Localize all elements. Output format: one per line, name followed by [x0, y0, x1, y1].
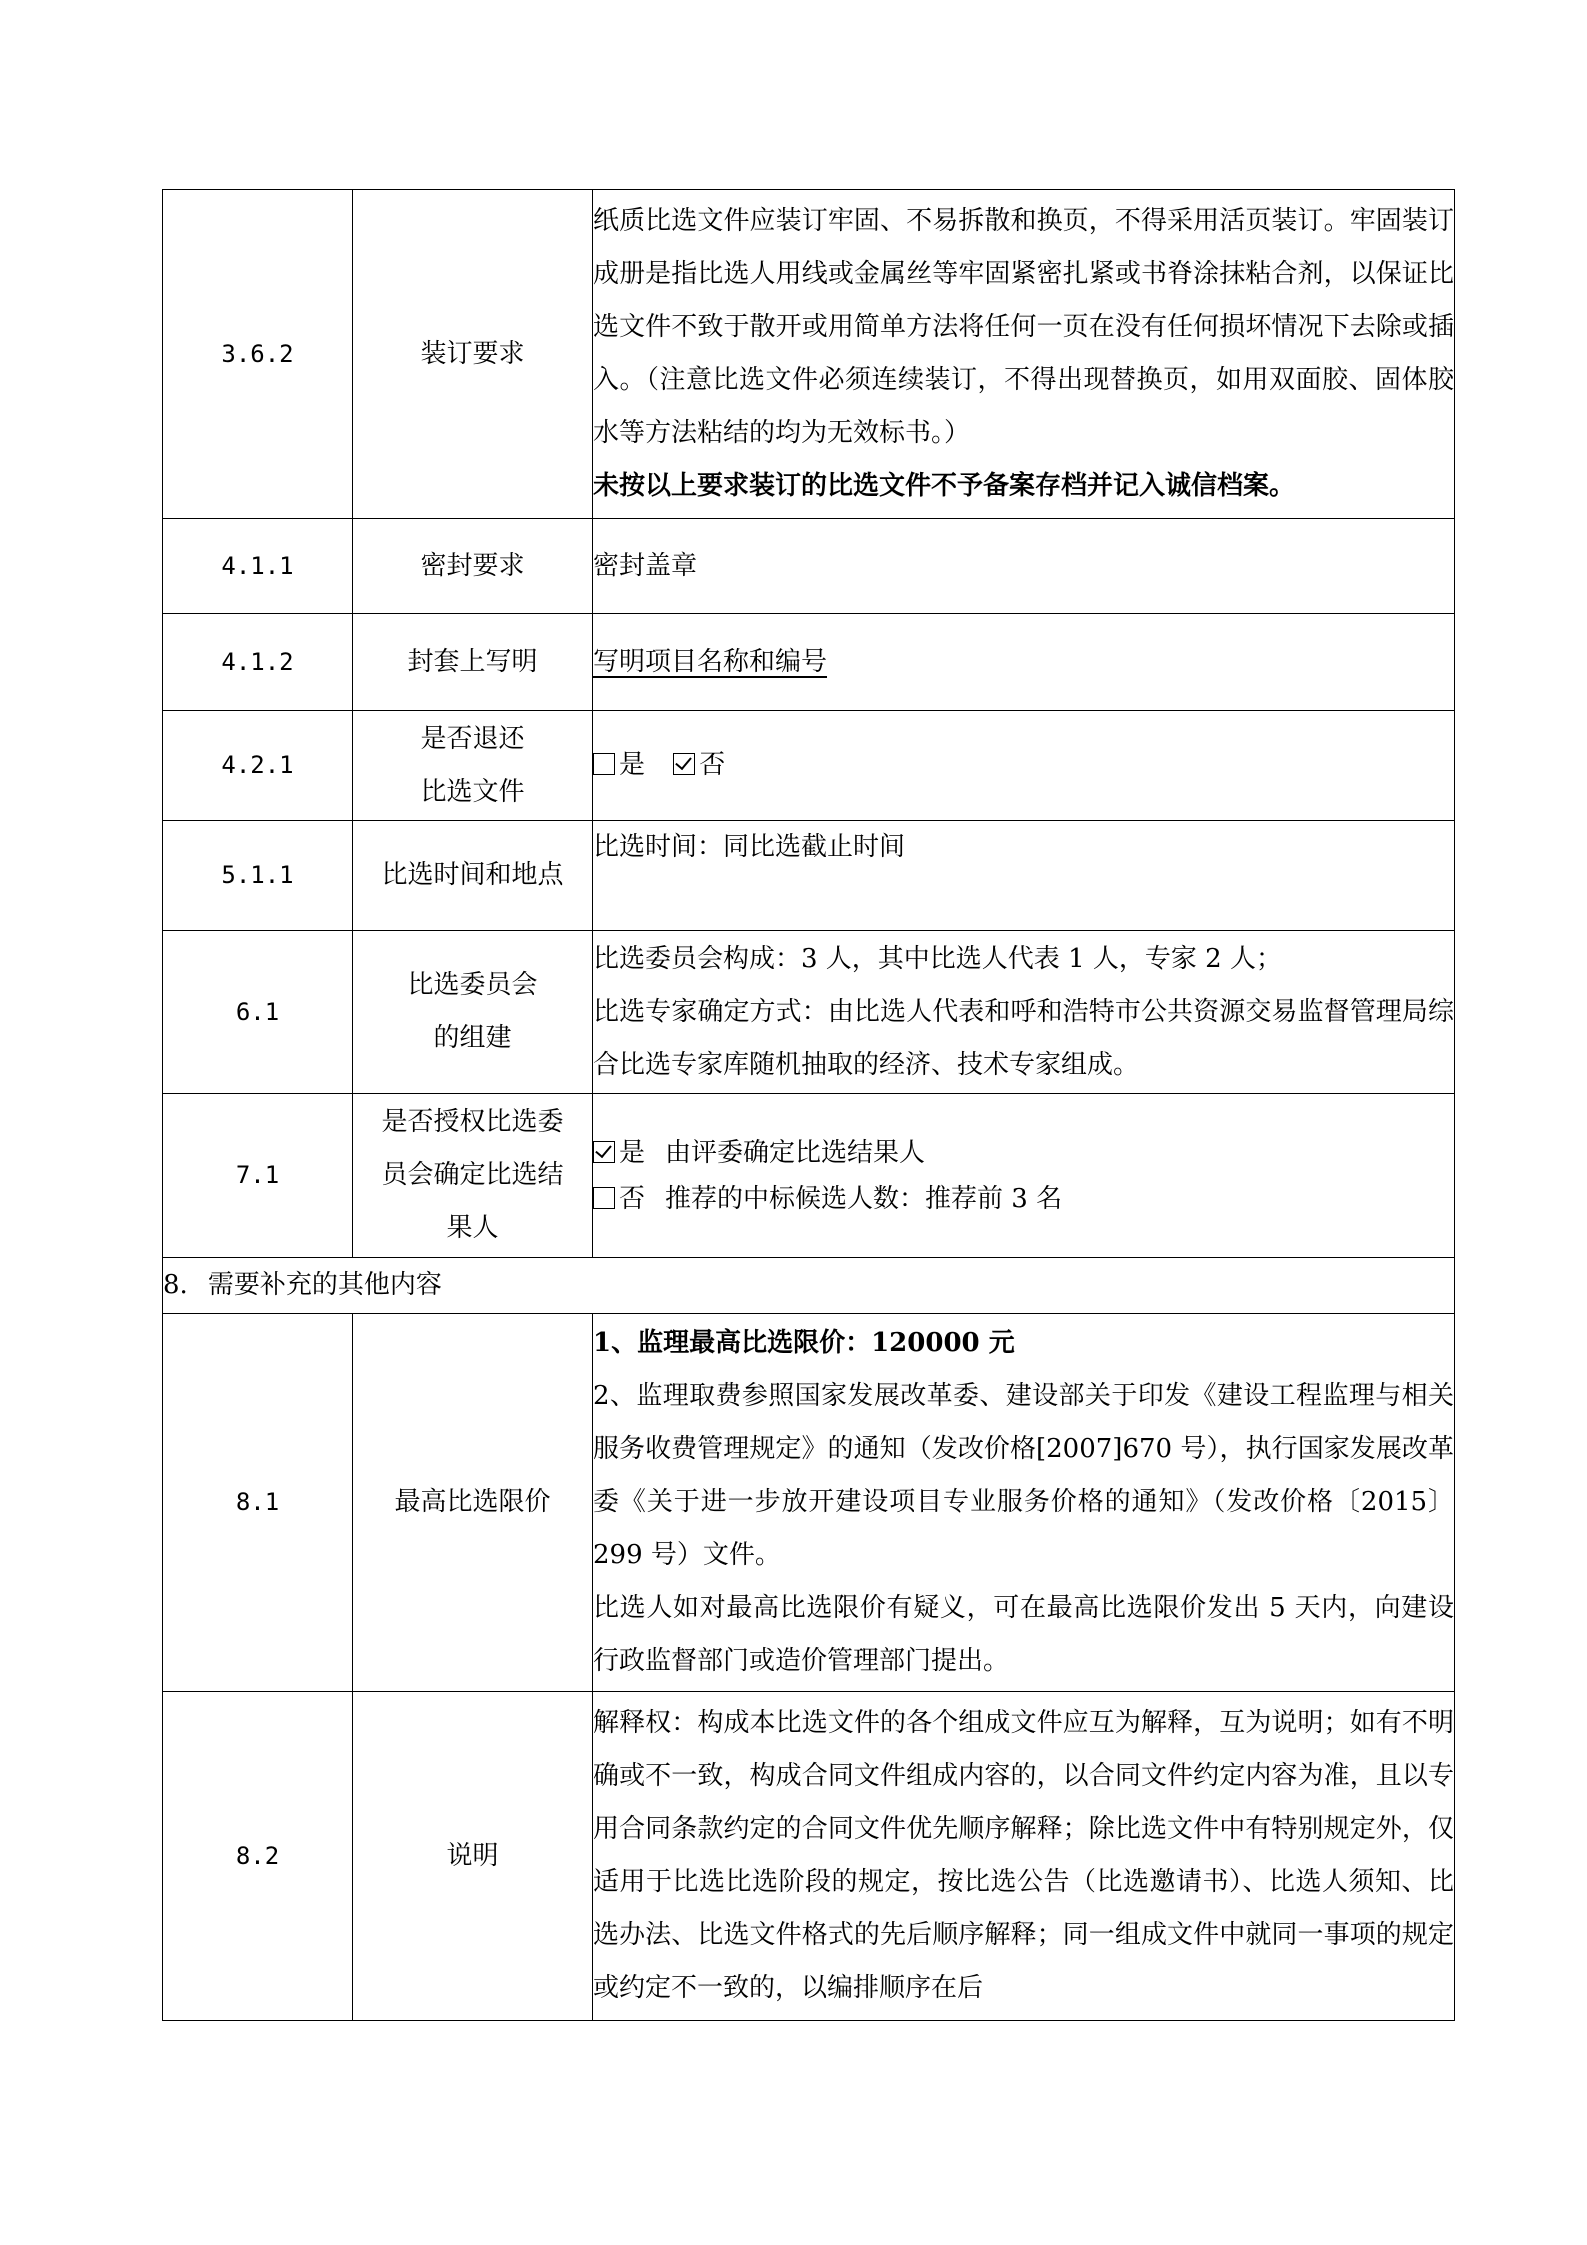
clause-label: 说明 — [353, 1692, 593, 2021]
clause-content: 解释权：构成本比选文件的各个组成文件应互为解释，互为说明；如有不明确或不一致，构成合同文件组成内容的，以合同文件约定内容为准，且以专用合同条款约定的合同文件优先顺序解释；除比选文件中有特别规定外，仅适用于比选比选阶段的规定，按比选公告（比选邀请书）、比选人须知、比选办法、比选文件格式的先后顺序解释；同一组成文件中就同一事项的规定或约定不一致的，以编排顺序在后 — [593, 1692, 1455, 2021]
clause-content — [593, 1314, 1455, 1692]
clause-number: 8.1 — [163, 1314, 353, 1692]
fee-basis: 2、监理取费参照国家发展改革委、建设部关于印发《建设工程监理与相关服务收费管理规定》的通知（发改价格[2007]670 号），执行国家发展改革委《关于进一步放开建设项目专业服务价格的通知》（发改价格〔2015〕299 号）文件。 — [593, 1381, 1454, 1570]
clause-number: 4.1.2 — [163, 614, 353, 711]
option-no-label: 否 — [699, 750, 726, 780]
option-no-text: 推荐的中标候选人数：推荐前 3 名 — [665, 1183, 1063, 1214]
clause-number: 7.1 — [163, 1094, 353, 1258]
table-row — [163, 190, 1455, 519]
clause-label: 比选时间和地点 — [353, 821, 593, 931]
clause-label: 是否授权比选委 员会确定比选结 果人 — [353, 1094, 593, 1258]
clause-content — [593, 711, 1455, 821]
clause-content — [593, 614, 1455, 711]
section-header — [163, 1258, 1455, 1314]
price-objection: 比选人如对最高比选限价有疑义，可在最高比选限价发出 5 天内，向建设行政监督部门或造价管理部门提出。 — [593, 1593, 1454, 1676]
binding-text: 纸质比选文件应装订牢固、不易拆散和换页，不得采用活页装订。牢固装订成册是指比选人用线或金属丝等牢固紧密扎紧或书脊涂抹粘合剂，以保证比选文件不致于散开或用简单方法将任何一页在没有任何损坏情况下去除或插入。（注意比选文件必须连续装订，不得出现替换页，如用双面胶、固体胶水等方法粘结的均为无效标书。） — [593, 206, 1454, 448]
clause-content — [593, 190, 1455, 519]
clause-content: 密封盖章 — [593, 519, 1455, 614]
clause-number: 3.6.2 — [163, 190, 353, 519]
table-row — [163, 519, 1455, 614]
max-price-line: 1、监理最高比选限价：120000 元 — [593, 1328, 1015, 1358]
section-title: 需要补充的其他内容 — [207, 1270, 442, 1300]
clause-content — [593, 931, 1455, 1094]
table-row — [163, 1094, 1455, 1258]
expert-selection: 比选专家确定方式：由比选人代表和呼和浩特市公共资源交易监督管理局综合比选专家库随机抽取的经济、技术专家组成。 — [593, 996, 1454, 1080]
checkbox-no[interactable] — [593, 1187, 615, 1209]
table-row — [163, 1314, 1455, 1692]
clause-number: 8.2 — [163, 1692, 353, 2021]
table-row — [163, 821, 1455, 931]
clause-number: 4.2.1 — [163, 711, 353, 821]
checkbox-no-checked[interactable] — [673, 753, 695, 775]
clause-number: 4.1.1 — [163, 519, 353, 614]
clause-label: 密封要求 — [353, 519, 593, 614]
binding-warning: 未按以上要求装订的比选文件不予备案存档并记入诚信档案。 — [593, 471, 1296, 501]
clause-content: 是 由评委确定比选结果人 否 推荐的中标候选人数：推荐前 3 名 — [593, 1094, 1455, 1258]
checkbox-yes[interactable] — [593, 753, 615, 775]
clause-number: 5.1.1 — [163, 821, 353, 931]
table-row — [163, 1692, 1455, 2021]
option-yes-text: 由评委确定比选结果人 — [665, 1137, 926, 1168]
section-number: 8. — [163, 1270, 188, 1300]
checkbox-yes-checked[interactable] — [593, 1141, 615, 1163]
clause-number: 6.1 — [163, 931, 353, 1094]
clause-label: 最高比选限价 — [353, 1314, 593, 1692]
clause-label: 是否退还 比选文件 — [353, 711, 593, 821]
table-row — [163, 614, 1455, 711]
option-yes-label: 是 — [619, 750, 646, 780]
section-row — [163, 1258, 1455, 1314]
table-row — [163, 711, 1455, 821]
data-sheet-table — [162, 189, 1455, 2021]
envelope-text: 写明项目名称和编号 — [593, 646, 828, 677]
table-row — [163, 931, 1455, 1094]
clause-label: 封套上写明 — [353, 614, 593, 711]
clause-label: 装订要求 — [353, 190, 593, 519]
clause-label: 比选委员会 的组建 — [353, 931, 593, 1094]
committee-composition: 比选委员会构成：3 人，其中比选人代表 1 人，专家 2 人； — [593, 943, 1282, 974]
clause-content: 比选时间：同比选截止时间 — [593, 821, 1455, 931]
